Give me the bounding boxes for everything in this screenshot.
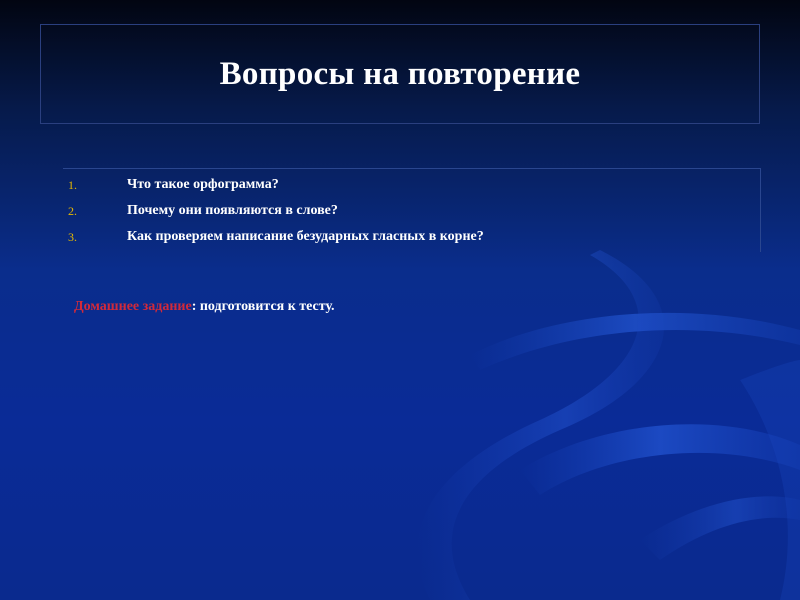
list-item-text: Почему они появляются в слове?: [127, 203, 338, 218]
title-frame: [40, 24, 760, 124]
slide-title: Вопросы на повторение: [219, 55, 581, 92]
list-item-number: 3.: [68, 230, 77, 244]
list-item-text: Что такое орфограмма?: [127, 177, 279, 192]
swoosh-shape-right: [740, 360, 800, 600]
list-item-number: 1.: [68, 178, 77, 192]
swoosh-shape-bottom: [640, 496, 800, 560]
homework-label: Домашнее задание: [74, 299, 192, 314]
homework-line: [74, 297, 335, 317]
list-item-number: 2.: [68, 204, 77, 218]
list-item-text: Как проверяем написание безударных гласных в корне?: [127, 229, 484, 244]
homework-text: : подготовится к тесту.: [191, 299, 335, 314]
swoosh-shape-lower: [520, 424, 800, 495]
swoosh-shape-middle: [417, 250, 664, 600]
